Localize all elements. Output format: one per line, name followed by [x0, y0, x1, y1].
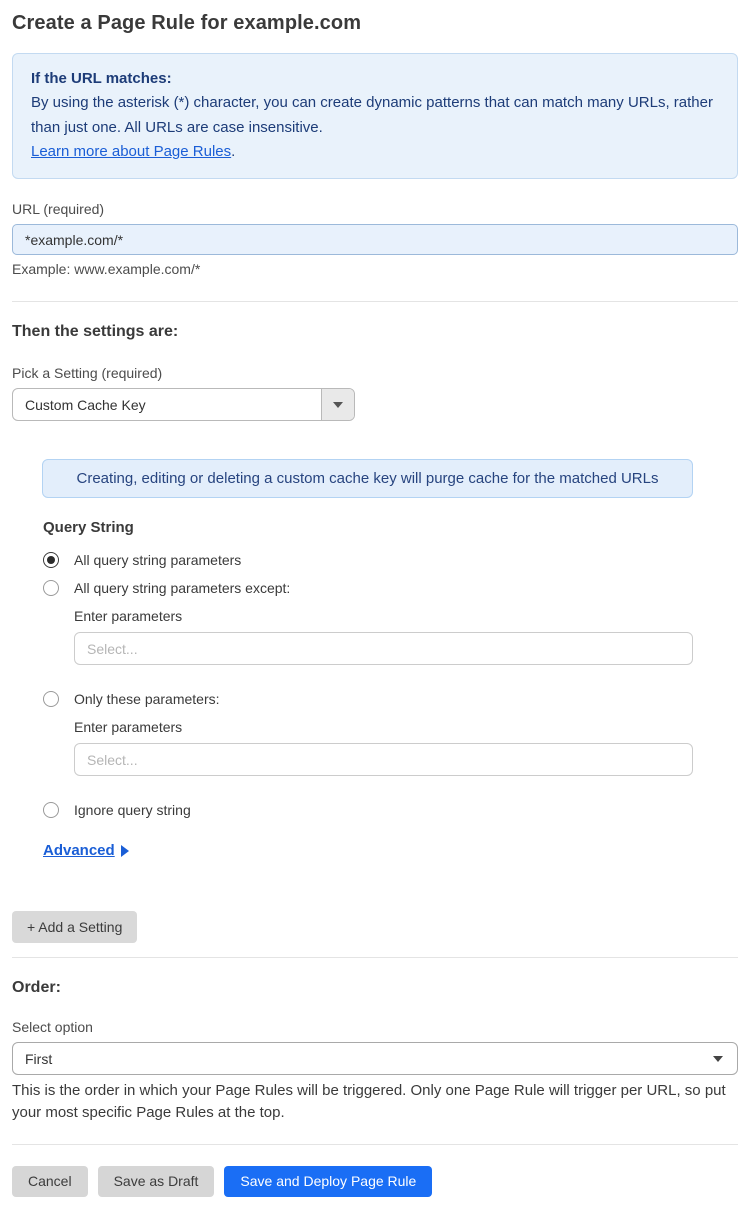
info-box-body: By using the asterisk (*) character, you can create dynamic patterns that can match many URLs, rather than just one. All URLs are case insensitive.	[31, 94, 713, 136]
order-select-value: First	[25, 1050, 53, 1067]
settings-section-heading: Then the settings are:	[12, 323, 179, 341]
info-box-heading: If the URL matches:	[31, 70, 172, 87]
radio-label: Ignore query string	[74, 802, 191, 819]
chevron-down-icon	[713, 1056, 723, 1062]
advanced-link[interactable]	[43, 842, 129, 859]
radio-all-query-params[interactable]	[43, 552, 738, 568]
advanced-link-text: Advanced	[43, 842, 115, 860]
radio-unselected-icon[interactable]	[43, 580, 59, 596]
except-parameters-field	[74, 608, 738, 665]
order-heading: Order:	[12, 979, 61, 997]
chevron-right-icon	[121, 845, 129, 857]
cache-purge-notice: Creating, editing or deleting a custom cache key will purge cache for the matched URLs	[42, 459, 693, 498]
cancel-button[interactable]: Cancel	[12, 1166, 88, 1197]
url-input[interactable]	[12, 224, 738, 255]
url-match-info-box	[12, 53, 738, 179]
url-example-helper: Example: www.example.com/*	[12, 261, 201, 278]
radio-only-these-params[interactable]	[43, 691, 738, 707]
link-period: .	[231, 142, 236, 160]
save-and-deploy-button[interactable]: Save and Deploy Page Rule	[224, 1166, 432, 1197]
save-as-draft-button[interactable]: Save as Draft	[98, 1166, 215, 1197]
only-parameters-input[interactable]	[74, 743, 693, 776]
order-select-dropdown[interactable]	[12, 1042, 738, 1075]
order-helper-text: This is the order in which your Page Rules will be triggered. Only one Page Rule will trigger per URL, so put your most specific Page Rules at the top.	[12, 1082, 726, 1121]
footer-actions	[12, 1166, 738, 1197]
order-select-label: Select option	[12, 1019, 93, 1036]
radio-label: All query string parameters	[74, 552, 242, 569]
setting-picker-dropdown[interactable]	[12, 388, 355, 421]
info-box-link-row	[31, 140, 719, 164]
setting-picker-arrow-button[interactable]	[321, 389, 354, 420]
radio-unselected-icon[interactable]	[43, 691, 59, 707]
url-field-label: URL (required)	[12, 201, 105, 218]
chevron-down-icon	[333, 402, 343, 408]
learn-more-link[interactable]: Learn more about Page Rules	[31, 142, 232, 160]
enter-parameters-label: Enter parameters	[74, 608, 183, 625]
divider-top	[12, 301, 738, 302]
page-title: Create a Page Rule for example.com	[12, 12, 362, 34]
divider-footer	[12, 1144, 738, 1145]
divider-order	[12, 957, 738, 958]
query-string-heading: Query String	[43, 519, 134, 537]
radio-selected-icon[interactable]	[43, 552, 59, 568]
enter-parameters-label: Enter parameters	[74, 719, 183, 736]
radio-unselected-icon[interactable]	[43, 802, 59, 818]
except-parameters-input[interactable]	[74, 632, 693, 665]
setting-picker-value: Custom Cache Key	[25, 396, 146, 413]
radio-label: Only these parameters:	[74, 691, 220, 708]
query-string-section	[43, 519, 738, 860]
add-setting-button[interactable]: + Add a Setting	[12, 911, 137, 943]
setting-picker-label: Pick a Setting (required)	[12, 365, 163, 382]
only-parameters-field	[74, 719, 738, 776]
radio-ignore-query-string[interactable]	[43, 802, 738, 818]
radio-label: All query string parameters except:	[74, 580, 291, 597]
radio-all-params-except[interactable]	[43, 580, 738, 596]
